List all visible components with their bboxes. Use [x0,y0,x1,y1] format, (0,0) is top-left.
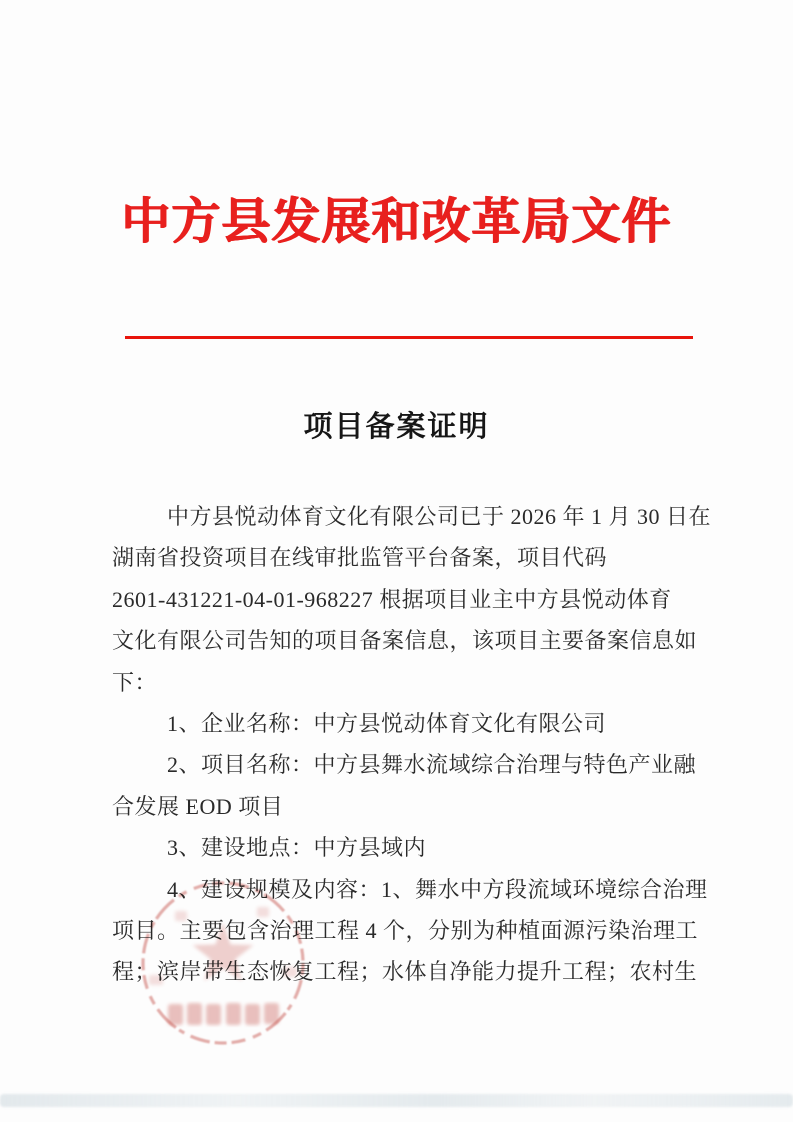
document-line: 2、项目名称：中方县舞水流域综合治理与特色产业融 [167,752,697,778]
document-line: 中方县悦动体育文化有限公司已于 2026 年 1 月 30 日在 [167,504,712,529]
document-line: 4、建设规模及内容：1、舞水中方段流域环境综合治理 [167,876,708,902]
document-line: 湖南省投资项目在线审批监管平台备案，项目代码 [112,545,608,571]
document-line: 2601-431221-04-01-968227 根据项目业主中方县悦动体育 [112,586,672,612]
document-line: 程；滨岸带生态恢复工程；水体自净能力提升工程；农村生 [112,959,698,985]
document-line: 3、建设地点：中方县域内 [167,835,427,861]
document-line: 文化有限公司告知的项目备案信息，该项目主要备案信息如 [112,628,698,654]
letterhead-divider-line [125,336,693,339]
document-line: 项目。主要包含治理工程 4 个，分别为种植面源污染治理工 [112,918,699,944]
document-line: 下： [112,669,158,695]
document-body [112,496,712,993]
document-line: 合发展 EOD 项目 [112,793,284,819]
document-line: 1、企业名称：中方县悦动体育文化有限公司 [167,711,607,737]
document-title: 项目备案证明 [303,411,490,443]
scanner-artifact-band [0,1094,793,1107]
seal-smudged-text [168,1003,279,1025]
letterhead-title: 中方县发展和改革局文件 [121,194,672,249]
